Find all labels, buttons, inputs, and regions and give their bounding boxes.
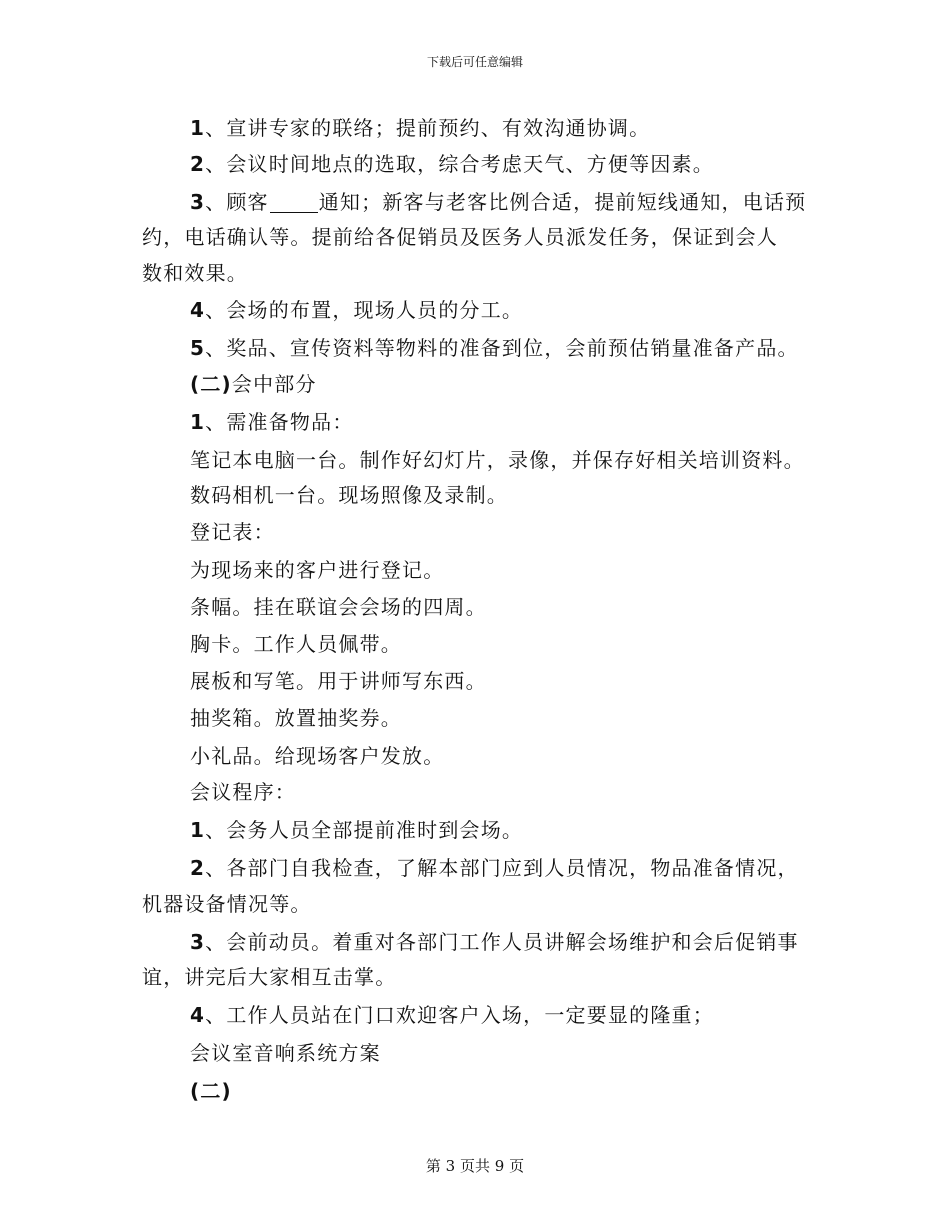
text-line: [190, 447, 805, 473]
text-line: [190, 929, 799, 955]
text-line: [190, 743, 444, 769]
text-line: [142, 891, 312, 917]
item-number: 4: [190, 1003, 206, 1027]
item-number: (二): [190, 372, 232, 396]
line-text: 机器设备情况等。: [142, 892, 312, 916]
text-line: [190, 409, 354, 435]
line-text: 谊，讲完后大家相互击掌。: [142, 965, 397, 989]
text-line: [190, 335, 799, 361]
fill-in-blank: [270, 192, 318, 213]
item-number: 5: [190, 336, 206, 360]
page-header: 下载后可任意编辑: [426, 55, 523, 69]
line-text: 、会务人员全部提前准时到会场。: [205, 818, 524, 842]
line-text: 胸卡。工作人员佩带。: [190, 632, 402, 656]
text-line: [190, 519, 275, 545]
text-line: [190, 705, 402, 731]
line-text: 、宣讲专家的联络；提前预约、有效沟通协调。: [205, 116, 651, 140]
line-text: 通知；新客与老客比例合适，提前短线通知，电话预: [318, 190, 807, 214]
line-text: 会议程序：: [190, 780, 296, 804]
text-line: [190, 668, 487, 694]
text-line: [190, 594, 487, 620]
text-line: [190, 1002, 714, 1028]
item-number: 2: [190, 152, 206, 176]
text-line: [190, 779, 296, 805]
line-text: 、奖品、宣传资料等物料的准备到位，会前预估销量准备产品。: [205, 336, 799, 360]
text-line: [190, 557, 444, 583]
line-text: 、会议时间地点的选取，综合考虑天气、方便等因素。: [205, 152, 714, 176]
text-line: [190, 371, 317, 397]
text-line: [190, 817, 523, 843]
text-line: [190, 151, 714, 177]
line-text: 约，电话确认等。提前给各促销员及医务人员派发任务，保证到会人: [142, 225, 778, 249]
text-line: [190, 631, 402, 657]
text-line: [190, 482, 508, 508]
text-line: [142, 964, 396, 990]
item-number: (二): [190, 1079, 232, 1103]
line-text: 、会场的布置，现场人员的分工。: [205, 298, 524, 322]
line-text: 会中部分: [231, 372, 317, 396]
line-text: 抽奖箱。放置抽奖券。: [190, 706, 402, 730]
line-text: 登记表：: [190, 520, 275, 544]
line-text: 、各部门自我检查，了解本部门应到人员情况，物品准备情况，: [205, 856, 799, 880]
line-text: 小礼品。给现场客户发放。: [190, 744, 445, 768]
line-text: 、顾客: [205, 190, 269, 214]
text-line: [190, 297, 523, 323]
line-text: 笔记本电脑一台。制作好幻灯片，录像，并保存好相关培训资料。: [190, 448, 805, 472]
text-line: [142, 260, 248, 286]
line-text: 、工作人员站在门口欢迎客户入场，一定要显的隆重；: [205, 1003, 714, 1027]
line-text: 为现场来的客户进行登记。: [190, 558, 445, 582]
line-text: 、会前动员。着重对各部门工作人员讲解会场维护和会后促销事: [205, 930, 799, 954]
item-number: 1: [190, 410, 206, 434]
line-text: 数和效果。: [142, 261, 248, 285]
text-line: [190, 189, 806, 215]
line-text: 展板和写笔。用于讲师写东西。: [190, 669, 487, 693]
item-number: 4: [190, 298, 206, 322]
item-number: 3: [190, 930, 206, 954]
line-text: 会议室音响系统方案: [190, 1041, 381, 1065]
item-number: 3: [190, 190, 206, 214]
item-number: 1: [190, 818, 206, 842]
line-text: 条幅。挂在联谊会会场的四周。: [190, 595, 487, 619]
text-line: [190, 1040, 381, 1066]
page-footer: 第 3 页共 9 页: [425, 1157, 525, 1175]
line-text: 、需准备物品：: [205, 410, 354, 434]
item-number: 2: [190, 856, 206, 880]
text-line: [190, 855, 799, 881]
text-line: [190, 115, 650, 141]
text-line: [190, 1078, 232, 1104]
item-number: 1: [190, 116, 206, 140]
text-line: [142, 224, 778, 250]
line-text: 数码相机一台。现场照像及录制。: [190, 483, 508, 507]
